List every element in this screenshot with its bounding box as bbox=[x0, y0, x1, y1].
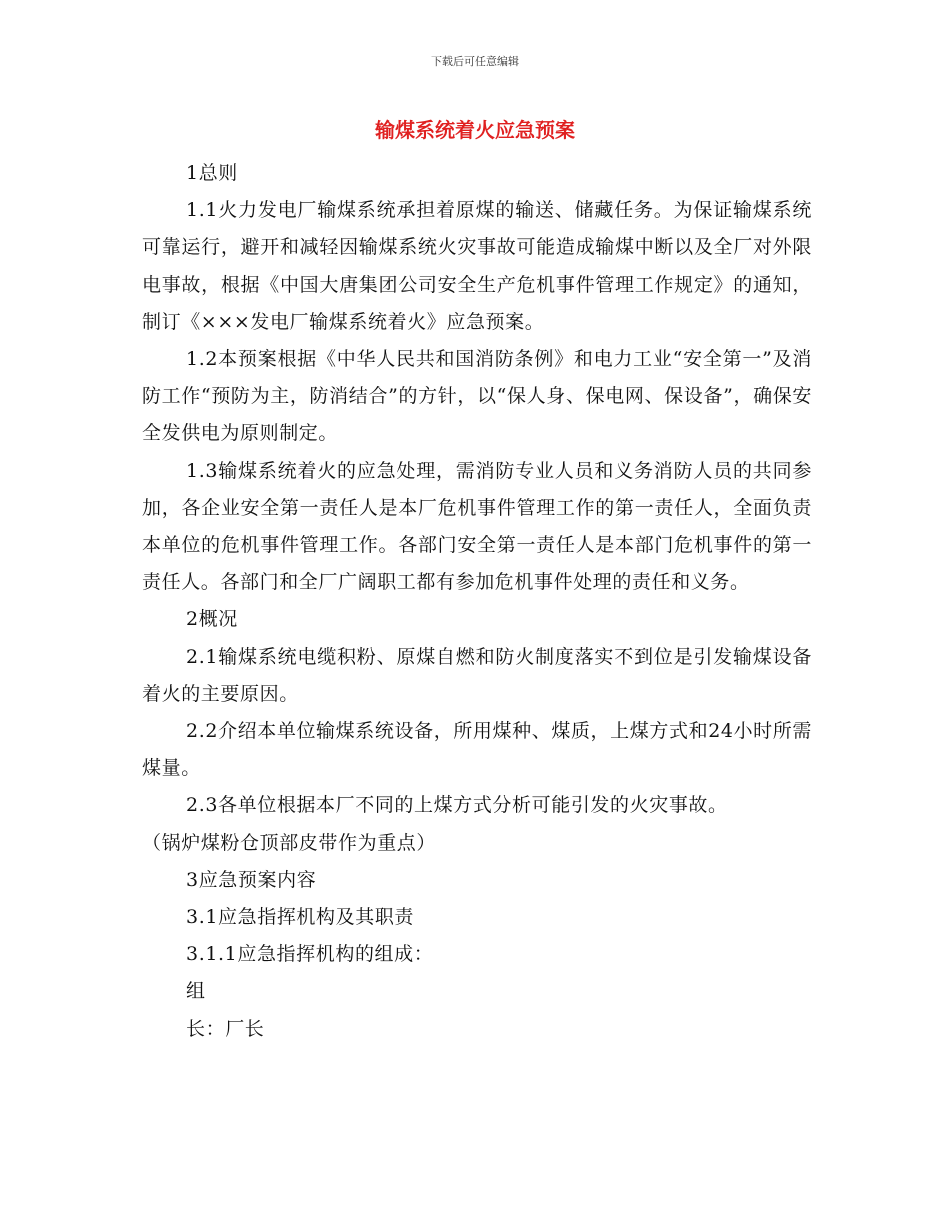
group-leader-line: 长：厂长 bbox=[186, 1017, 265, 1040]
document-body bbox=[142, 155, 812, 1048]
paragraph-2-1: 2.1输煤系统电缆积粉、原煤自燃和防火制度落实不到位是引发输煤设备着火的主要原因。 bbox=[142, 645, 812, 705]
paragraph-1-1: 1.1火力发电厂输煤系统承担着原煤的输送、储藏任务。为保证输煤系统可靠运行，避开和减轻因输煤系统火灾事故可能造成输煤中断以及全厂对外限电事故，根据《中国大唐集团公司安全生产危机事件管理工作规定》的通知，制订《×××发电厂输煤系统着火》应急预案。 bbox=[142, 199, 812, 333]
group-label: 组 bbox=[186, 980, 206, 1003]
heading-3-1: 3.1应急指挥机构及其职责 bbox=[186, 906, 415, 929]
paragraph-2-2: 2.2介绍本单位输煤系统设备，所用煤种、煤质，上煤方式和24小时所需煤量。 bbox=[142, 720, 812, 780]
heading-3-1-1: 3.1.1应急指挥机构的组成： bbox=[186, 943, 434, 966]
paragraph-1-3: 1.3输煤系统着火的应急处理，需消防专业人员和义务消防人员的共同参加，各企业安全第一责任人是本厂危机事件管理工作的第一责任人，全面负责本单位的危机事件管理工作。各部门安全第一责任人是本部门危机事件的第一责任人。各部门和全厂广阔职工都有参加危机事件处理的责任和义务。 bbox=[142, 459, 812, 594]
paragraph-1-2: 1.2本预案根据《中华人民共和国消防条例》和电力工业“安全第一”及消防工作“预防为主，防消结合”的方针，以“保人身、保电网、保设备”，确保安全发供电为原则制定。 bbox=[142, 348, 812, 445]
heading-general-principles: 1总则 bbox=[186, 162, 238, 184]
page-header-note: 下载后可任意编辑 bbox=[431, 55, 519, 68]
heading-plan-content: 3应急预案内容 bbox=[186, 868, 317, 891]
heading-overview: 2概况 bbox=[186, 608, 238, 631]
paragraph-2-3-note: （锅炉煤粉仓顶部皮带作为重点） bbox=[142, 831, 437, 854]
paragraph-2-3: 2.3各单位根据本厂不同的上煤方式分析可能引发的火灾事故。 bbox=[186, 794, 728, 817]
document-title: 输煤系统着火应急预案 bbox=[375, 118, 575, 142]
